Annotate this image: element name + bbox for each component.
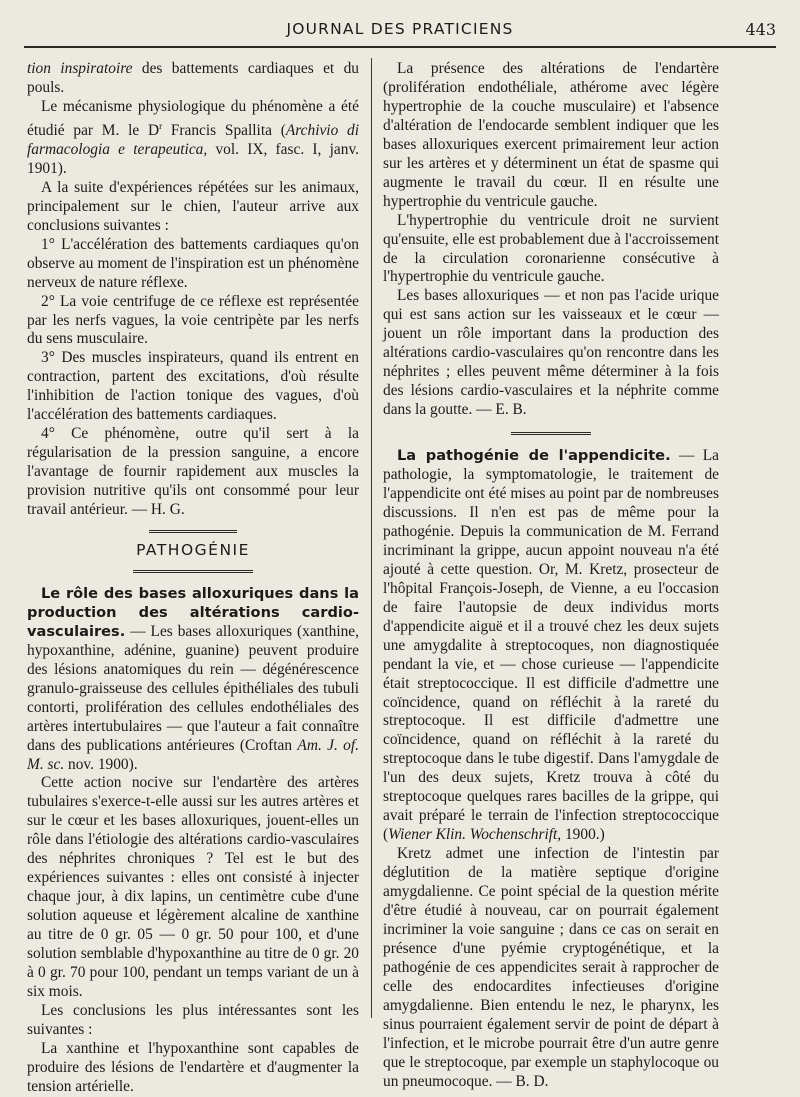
article-alloxuriques: Le rôle des bases alloxuriques dans la production des altérations cardio-vasculaires. — Les bases alloxuriques (xanthine, hypoxanthine, adénine, guanine) peuvent produire des lésions anatomiques du rein — dégénérescence granulo-graisseuse des cellules épithéliales des tubuli contorti, prolifération des cellules endothéliales des artères intertubulaires — que l'auteur a fait connaître dans des publications antérieures (Croftan Am. J. of. M. sc. nov. 1900). — [27, 584, 360, 773]
left-column — [27, 60, 359, 1097]
conclusion-4: 4° Ce phénomène, outre qu'il sert à la régularisation de la pression sanguine, a encore l'avantage de fournir rapidement aux muscles la provision nutritive qu'ils ont consommé pour leur travail antérieur. — H. G. — [27, 425, 359, 519]
separator-rule — [149, 530, 237, 533]
conclusion-1: 1° L'accélération des battements cardiaques qu'on observe au moment de l'inspiration est un phénomène nerveux de nature réflexe. — [27, 235, 359, 291]
paragraph: tion inspiratoire des battements cardiaques et du pouls. — [27, 60, 359, 96]
paragraph: Cette action nocive sur l'endartère des artères tubulaires s'exerce-t-elle aussi sur les autres artères et sur le cœur et les bases alloxuriques, jouent-elles un rôle dans l'étiologie des altérations cardio-vasculaires des néphrites chroniques ? Tel est le but des expériences suivantes : elles ont consisté à injecter chaque jour, à dix lapins, un centimètre cube d'une solution aqueuse et légèrement alcaline de xanthine au titre de 0 gr. 05 — 0 gr. 50 pour 100, et d'une solution semblable d'hypoxanthine au titre de 0 gr. 20 à 0 gr. 70 pour 100, pendant un temps variant de un à six mois. — [27, 774, 359, 1000]
conclusion-3: 3° Des muscles inspirateurs, quand ils entrent en contraction, partent des excitations, d'où résulte l'inhibition de l'action tonique des vagues, d'où l'accélération des battements cardiaques. — [27, 349, 359, 424]
paragraph: A la suite d'expériences répétées sur les animaux, principalement sur le chien, l'auteur arrive aux conclusions suivantes : — [27, 178, 359, 234]
paragraph: L'hypertrophie du ventricule droit ne survient qu'ensuite, elle est probablement due à l'accroissement de la circulation coronarienne consécutive à l'hypertrophie du ventricule gauche. — [383, 211, 719, 286]
paragraph: Les bases alloxuriques — et non pas l'acide urique qui est sans action sur les vaisseaux et le cœur — jouent un rôle important dans la production des altérations cardio-vasculaires qu'on rencontre dans les néphrites ; elles peuvent même déterminer à la fois des lésions cardio-vasculaires et la néphrite comme dans la goutte. — E. B. — [383, 287, 719, 419]
article-title: Le rôle des bases alloxuriques dans la production des altérations cardio-vasculaires. — [27, 584, 359, 640]
paragraph: La xanthine et l'hypoxanthine sont capables de produire des lésions de l'endartère et d'augmenter la tension artérielle. — [27, 1039, 359, 1095]
running-header — [24, 18, 776, 46]
right-column — [383, 60, 719, 1092]
article-title: La pathogénie de l'appendicite. — [397, 447, 671, 465]
column-divider — [371, 58, 372, 1018]
article-appendicite: La pathogénie de l'appendicite. — La pathologie, la symptomatologie, le traitement de l'appendicite ont été mises au point par de nombreuses discussions. Il n'en est pas de même pour la pathogénie. Depuis la communication de M. Ferrand incriminant la grippe, aucun appoint nouveau n'a été ajouté à cette question. Or, M. Kretz, prosecteur de l'hôpital François-Joseph, de Vienne, a eu l'occasion de faire l'autopsie de deux individus morts d'appendicite aiguë et il a trouvé chez les deux sujets une amygdalite à streptocoques, non diagnostiquée pendant la vie, et — chose curieuse — l'appendicite était streptococcique. Il est difficile d'admettre une coïncidence, quand on réfléchit à la rareté du streptocoque. Il est difficile d'admettre une coïncidence, quand on réfléchit à la rareté du streptocoque dans le tube digestif. Dans l'amygdale de l'un des deux sujets, Kretz trouva à côté du streptocoque quelques rares bacilles de la grippe, qui avait préparé le terrain de l'infection streptococcique (Wiener Klin. Wochenschrift, 1900.) — [383, 447, 719, 844]
separator-rule — [511, 432, 591, 435]
journal-title: JOURNAL DES PRATICIENS — [286, 20, 514, 38]
conclusion-2: 2° La voie centrifuge de ce réflexe est représentée par les nerfs vagues, la voie centripète par les nerfs du sens musculaire. — [27, 292, 359, 348]
header-rule — [24, 46, 776, 48]
separator-rule — [133, 570, 253, 573]
paragraph: La présence des altérations de l'endartère (prolifération endothéliale, athérome avec légère hypertrophie de la couche musculaire) et l'absence d'altération de l'endocarde semblent indiquer que les bases alloxuriques exercent primairement leur action sur les artères et y déterminent un état de spasme qui augmente le travail du cœur. Il en résulte une hypertrophie du ventricule gauche. — [383, 60, 719, 210]
paragraph: Les conclusions les plus intéressantes sont les suivantes : — [27, 1001, 359, 1038]
section-title: PATHOGÉNIE — [136, 541, 250, 559]
page-number: 443 — [745, 20, 776, 39]
paragraph: Kretz admet une infection de l'intestin par déglutition de la matière septique d'origine amygdalienne. Ce point spécial de la question mérite d'être étudié à nouveau, car on pourrait également incriminer la voie sanguine ; dans ce cas on serait en présence d'une pyémie cryptogénétique, et la pathogénie de ces appendicites serait à rapprocher de celle des endocardites infectieuses d'origine amygdalienne. Bien entendu le nez, le pharynx, les sinus pourraient également servir de point de départ à l'infection, et le microbe pourrait être d'un autre genre que le streptocoque, par exemple un staphylocoque ou un pneumocoque. — B. D. — [383, 845, 719, 1090]
paragraph: Le mécanisme physiologique du phénomène a été étudié par M. le $D^r$ Francis Spallita (Archivio di farmacologia e terapeutica, vol. IX, fasc. I, janv. 1901). — [27, 97, 360, 177]
